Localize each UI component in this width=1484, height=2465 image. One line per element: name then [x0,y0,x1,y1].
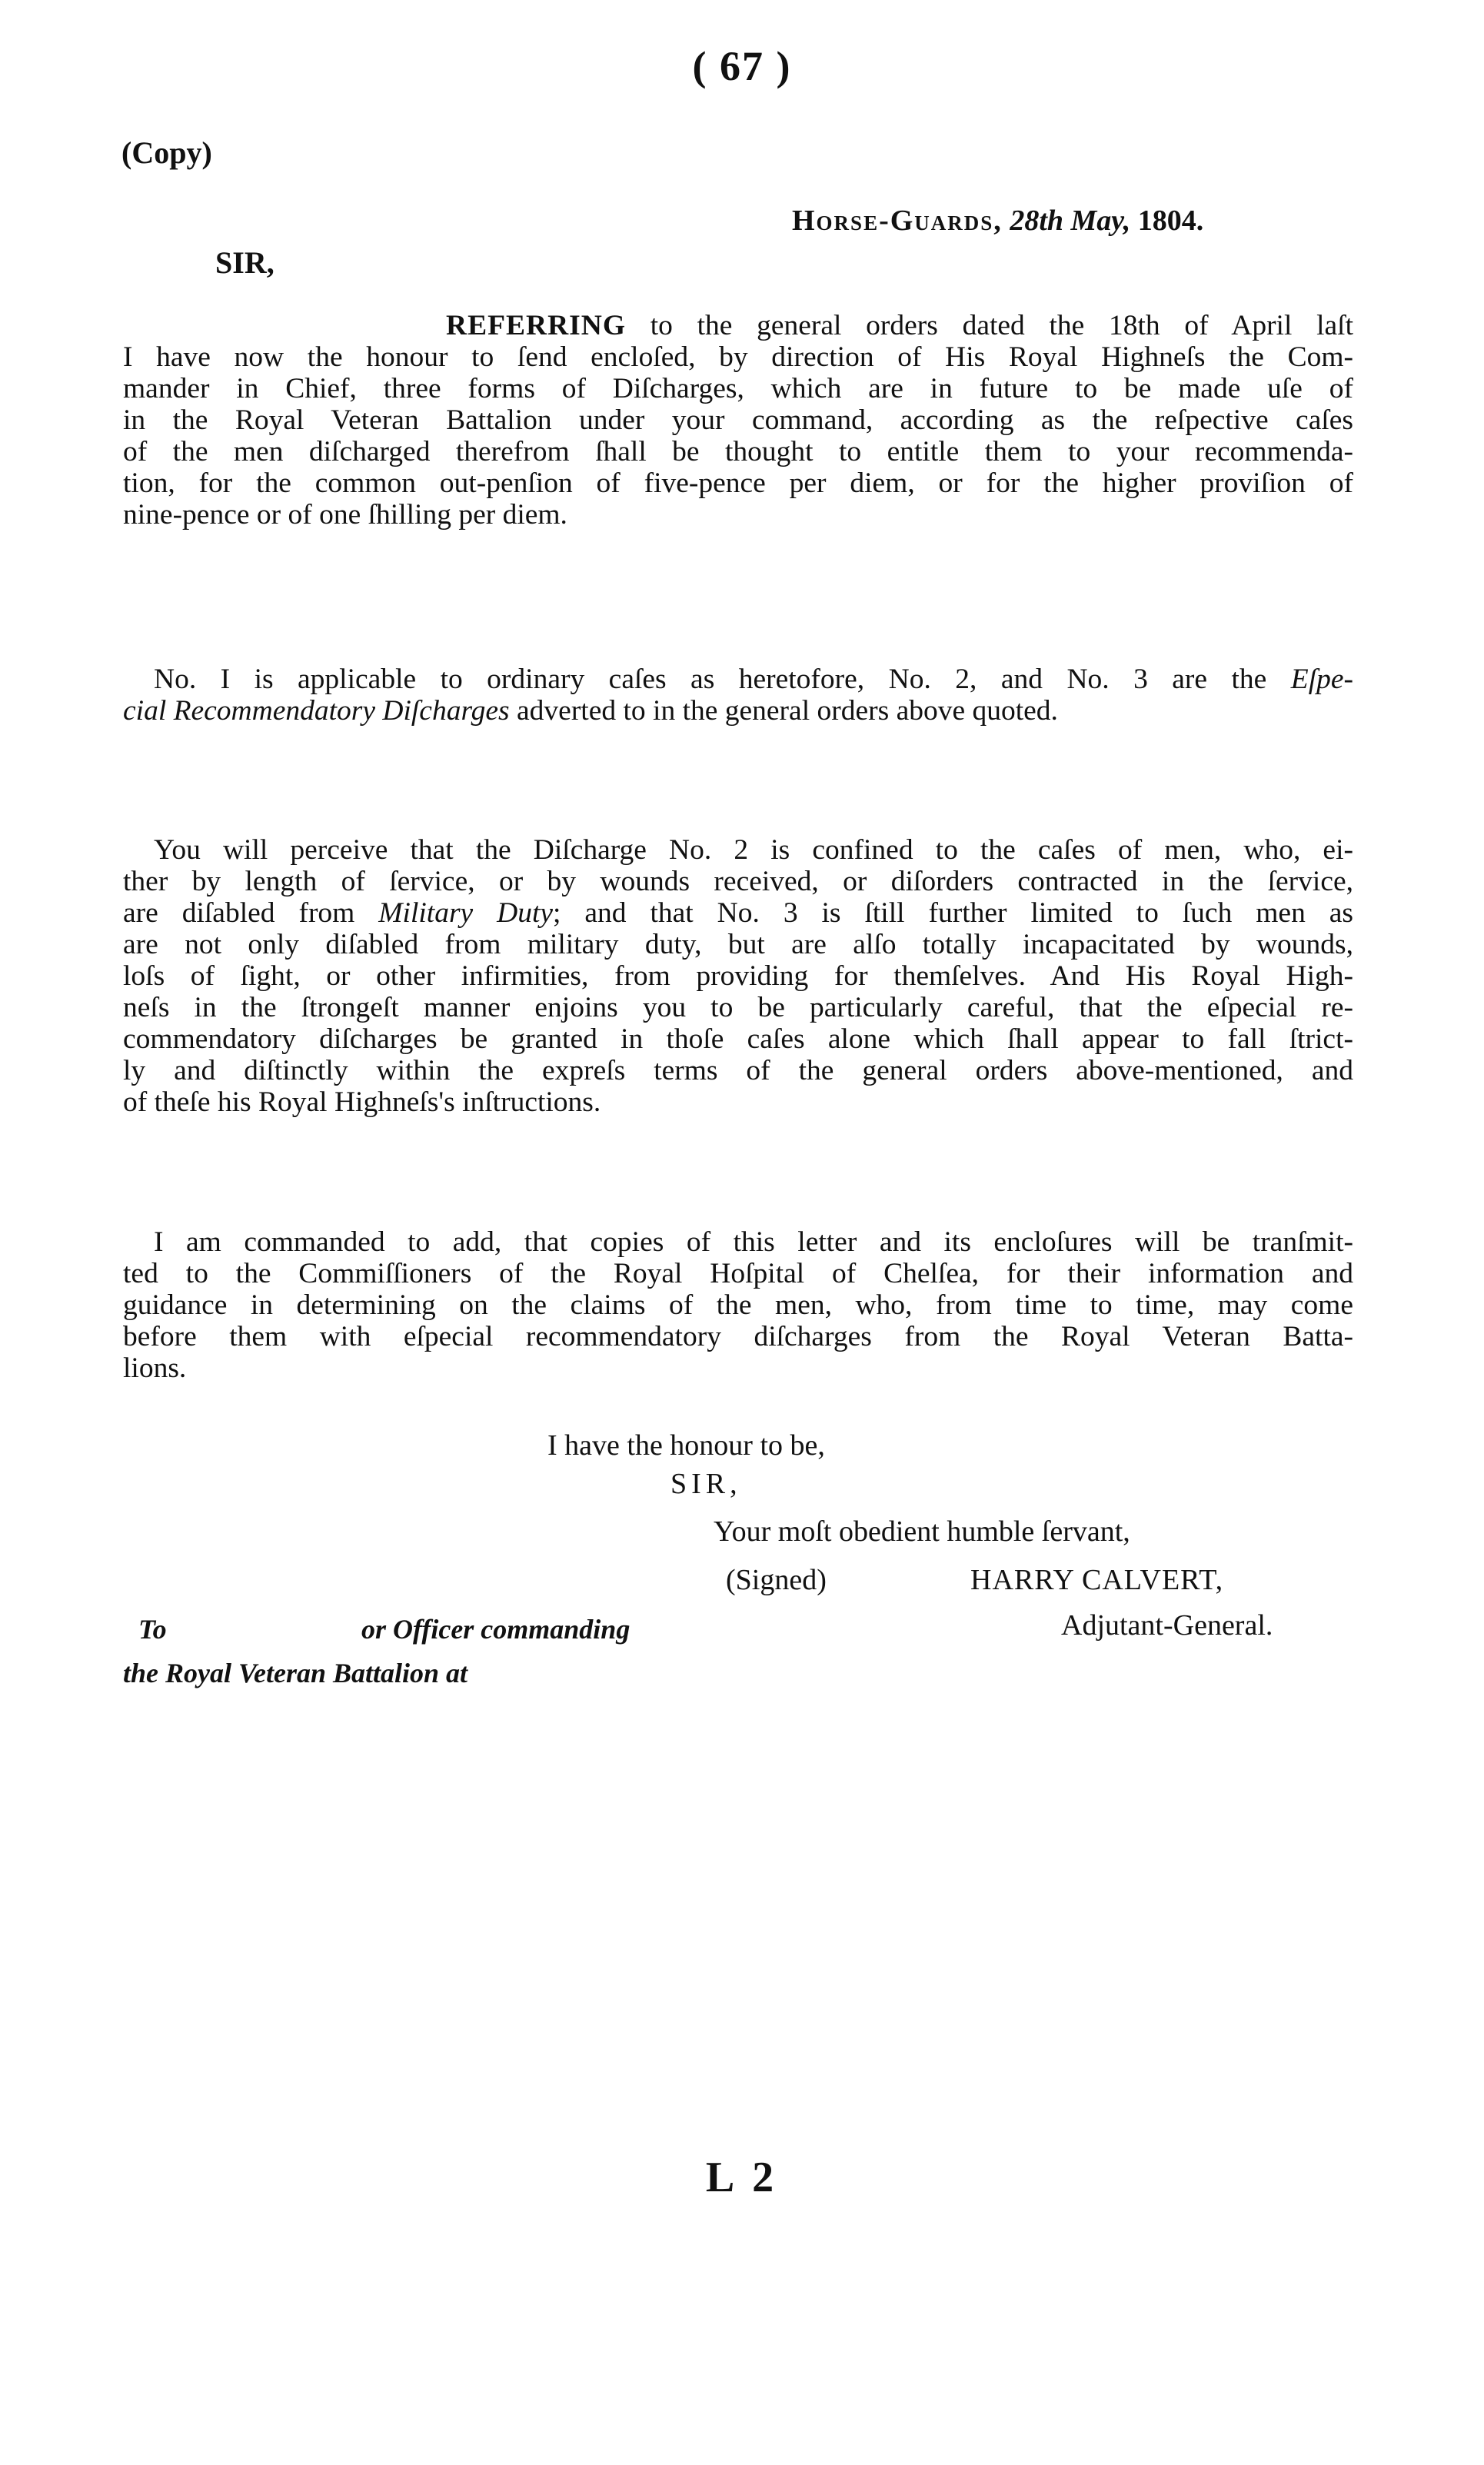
page-number: ( 67 ) [692,43,792,89]
paragraph-line: of theſe his Royal Highneſs's inſtructions. [123,1086,601,1118]
paragraph-referring [123,310,1353,531]
paragraph-line: nine-pence or of one ſhilling per diem. [123,499,567,531]
closing-honour: I have the honour to be, [547,1429,825,1462]
paragraph-line: in the Royal Veteran Battalion under your command, according as the reſpective caſes [123,404,1353,436]
paragraph-line: commendatory diſcharges be granted in thoſe caſes alone which ſhall appear to fall ſtrict- [123,1023,1353,1055]
paragraph-italic-text: Eſpe- [1290,664,1353,695]
copy-mark: (Copy) [121,135,212,170]
paragraph-line: mander in Chief, three forms of Diſcharges, which are in future to be made uſe of [123,373,1353,404]
paragraph-line: I have now the honour to ſend encloſed, by direction of His Royal Highneſs the Com- [123,341,1353,373]
paragraph-line-text: are diſabled from [123,897,379,929]
paragraph-line: of the men diſcharged therefrom ſhall be thought to entitle them to your recommenda- [123,436,1353,467]
paragraph-line: lions. [123,1352,187,1384]
paragraph-line [123,695,1353,727]
closing-servant: Your moſt obedient humble ſervant, [714,1515,1130,1548]
paragraph-line: ly and diſtinctly within the expreſs terms of the general orders above-mentioned, and [123,1055,1353,1086]
paragraph-line [123,664,1353,695]
signature-mark: L 2 [705,2154,779,2201]
closing-signatory-title: Adjutant-General. [1061,1609,1273,1642]
dateline-year: 1804. [1137,205,1204,237]
paragraph-line: before them with eſpecial recommendatory diſcharges from the Royal Veteran Batta- [123,1321,1353,1352]
closing-signed: (Signed) [726,1564,827,1596]
paragraph-line: neſs in the ſtrongeſt manner enjoins you to be particularly careful, that the eſpecial re- [123,992,1353,1023]
paragraph-line [123,310,1353,341]
addressee-officer: or Officer commanding [361,1614,631,1645]
closing-signatory-name: HARRY CALVERT, [970,1564,1224,1596]
dateline [792,204,1203,238]
closing-sir: SIR, [670,1468,742,1500]
paragraph-line: ted to the Commiſſioners of the Royal Hoſpital of Chelſea, for their information and [123,1258,1353,1289]
paragraph-line: tion, for the common out-penſion of five-pence per diem, or for the higher proviſion of [123,467,1353,499]
dateline-date: 28th May, [1010,205,1131,237]
salutation: SIR, [215,245,275,280]
paragraph-italic-text: cial Recommendatory Diſcharges [123,695,510,727]
paragraph-line-text: to the general orders dated the 18th of April laſt [626,310,1353,341]
paragraph-line: loſs of ſight, or other infirmities, from providing for themſelves. And His Royal High- [123,960,1353,992]
addressee-battalion: the Royal Veteran Battalion at [123,1658,468,1688]
paragraph-line [123,897,1353,929]
paragraph-line: are not only diſabled from military duty, but are alſo totally incapacitated by wounds, [123,929,1353,960]
paragraph-commanded [123,1226,1353,1384]
paragraph-line: ther by length of ſervice, or by wounds received, or diſorders contracted in the ſervice, [123,866,1353,897]
addressee-to: To [138,1614,167,1645]
paragraph-line-text: ; and that No. 3 is ſtill further limited to ſuch men as [553,897,1354,929]
paragraph-line: You will perceive that the Diſcharge No. 2 is confined to the caſes of men, who, ei- [154,834,1353,866]
paragraph-line: guidance in determining on the claims of the men, who, from time to time, may come [123,1289,1353,1321]
dateline-place: Horse-Guards, [792,205,1003,237]
paragraph-line-text: No. I is applicable to ordinary caſes as heretofore, No. 2, and No. 3 are the [154,664,1291,695]
paragraph-discharge-numbers [123,664,1353,727]
paragraph-italic-text: Military Duty [378,897,554,929]
paragraph-perceive [123,834,1353,1118]
paragraph-line: I am commanded to add, that copies of this letter and its encloſures will be tranſmit- [154,1226,1353,1258]
paragraph-line-text: adverted to in the general orders above quoted. [509,695,1058,727]
paragraph-lead-word: REFERRING [446,310,627,341]
